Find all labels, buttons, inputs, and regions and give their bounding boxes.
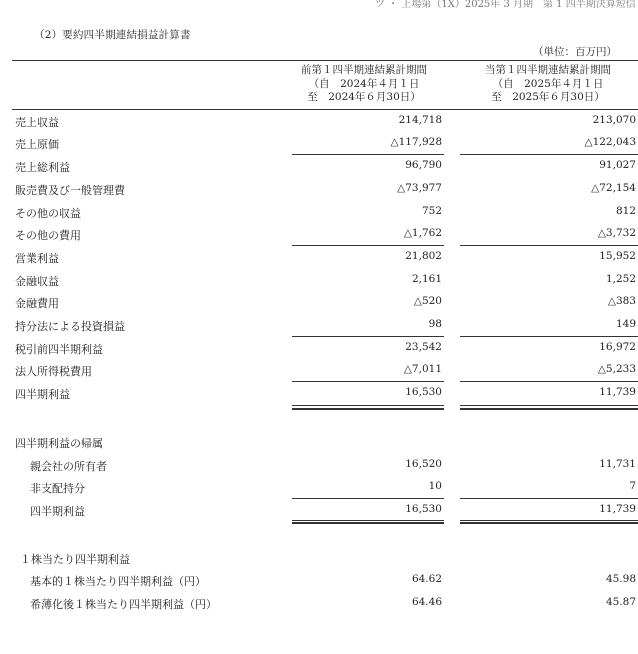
row-label: 金融費用 — [15, 297, 59, 310]
table-row — [0, 360, 638, 380]
column-header-prev-line1: 前第１四半期連結累計期間 — [301, 64, 427, 76]
subtotal-rule-prev — [292, 154, 444, 155]
total-double-rule-curr — [460, 520, 638, 521]
table-row — [0, 593, 638, 613]
column-header-curr-line1: 当第１四半期連結累計期間 — [485, 64, 611, 76]
attribution-heading: 四半期利益の帰属 — [15, 437, 103, 450]
subtotal-rule-curr — [460, 154, 638, 155]
row-value-prev: △1,762 — [403, 227, 442, 239]
row-value-prev: 96,790 — [405, 159, 442, 171]
row-label: 四半期利益 — [30, 505, 85, 518]
row-label: 営業利益 — [15, 252, 59, 265]
row-value-curr: △5,233 — [597, 363, 636, 375]
row-value-curr: 7 — [629, 480, 636, 492]
row-value-curr: 213,070 — [592, 114, 636, 126]
row-label: 税引前四半期利益 — [15, 343, 103, 356]
total-double-rule-prev — [292, 405, 444, 406]
subtotal-rule-curr — [460, 498, 638, 499]
table-row — [0, 202, 638, 222]
row-label: 四半期利益 — [15, 388, 70, 401]
row-value-curr: 11,731 — [599, 458, 636, 470]
row-value-curr: 1,252 — [605, 273, 636, 285]
row-value-prev: 752 — [421, 205, 442, 217]
row-label: 持分法による投資損益 — [15, 320, 125, 333]
row-value-curr: 11,739 — [599, 503, 636, 515]
row-value-curr: 11,739 — [599, 386, 636, 398]
eps-heading: １株当たり四半期利益 — [20, 553, 130, 566]
row-value-prev: 98 — [428, 318, 442, 330]
row-label: 希薄化後１株当たり四半期利益（円） — [30, 598, 217, 611]
row-value-curr: △72,154 — [591, 182, 636, 194]
subtotal-rule-curr — [460, 245, 638, 246]
row-value-curr: △3,732 — [597, 227, 636, 239]
row-value-prev: 214,718 — [398, 114, 442, 126]
column-header-prev-line3: 至 2024年６月30日） — [307, 91, 421, 103]
row-value-prev: 16,530 — [405, 386, 442, 398]
table-row — [0, 247, 638, 267]
column-header-prev — [278, 64, 450, 105]
header-top-rule — [12, 60, 638, 61]
table-row — [0, 455, 638, 475]
row-label: 法人所得税費用 — [15, 365, 92, 378]
subtotal-rule-curr — [460, 336, 638, 337]
column-header-curr-line2: （自 2025年４月１日 — [492, 77, 604, 90]
header-bottom-rule — [12, 109, 638, 110]
table-row — [0, 477, 638, 497]
row-label: 販売費及び一般管理費 — [15, 184, 125, 197]
table-row — [0, 338, 638, 358]
table-row — [0, 383, 638, 403]
row-value-curr: 15,952 — [599, 250, 636, 262]
row-value-prev: △520 — [413, 295, 442, 307]
row-value-prev: △117,928 — [390, 136, 442, 148]
row-value-prev: 16,530 — [405, 503, 442, 515]
row-label: 売上総利益 — [15, 161, 70, 174]
table-row — [0, 570, 638, 590]
row-label: 基本的１株当たり四半期利益（円） — [30, 575, 206, 588]
unit-label: （単位：百万円） — [533, 46, 617, 58]
row-value-curr: 16,972 — [599, 341, 636, 353]
table-row — [0, 179, 638, 199]
total-double-rule-prev — [292, 408, 444, 410]
row-value-curr: 45.87 — [605, 596, 636, 608]
row-label: 親会社の所有者 — [30, 460, 107, 473]
row-value-curr: △122,043 — [584, 136, 636, 148]
row-value-prev: 64.62 — [411, 573, 442, 585]
row-value-curr: △383 — [607, 295, 636, 307]
total-double-rule-curr — [460, 405, 638, 406]
column-header-prev-line2: （自 2024年４月１日 — [308, 77, 420, 90]
row-label: 売上収益 — [15, 116, 59, 129]
table-row — [0, 315, 638, 335]
row-value-curr: 812 — [615, 205, 636, 217]
row-value-curr: 149 — [615, 318, 636, 330]
row-label: 金融収益 — [15, 275, 59, 288]
attribution-heading-row — [0, 432, 638, 452]
eps-heading-row — [0, 548, 638, 568]
row-value-prev: △7,011 — [403, 363, 442, 375]
subtotal-rule-prev — [292, 245, 444, 246]
header-cut-text: ツ ・ 上場第（1X）2025年 3 月期 第 1 四半期決算短信 — [375, 0, 636, 10]
table-row — [0, 224, 638, 244]
subtotal-rule-prev — [292, 381, 444, 382]
row-label: その他の収益 — [15, 207, 81, 220]
subtotal-rule-prev — [292, 336, 444, 337]
row-value-prev: 64.46 — [411, 596, 442, 608]
column-header-curr — [462, 64, 634, 105]
table-row — [0, 292, 638, 312]
row-value-prev: 2,161 — [411, 273, 442, 285]
table-row — [0, 156, 638, 176]
row-value-prev: △73,977 — [397, 182, 442, 194]
total-double-rule-curr — [460, 408, 638, 410]
total-double-rule-curr — [460, 522, 638, 524]
table-row — [0, 270, 638, 290]
row-value-prev: 23,542 — [405, 341, 442, 353]
row-label: その他の費用 — [15, 229, 81, 242]
table-row — [0, 111, 638, 131]
row-label: 売上原価 — [15, 138, 59, 151]
table-row — [0, 500, 638, 520]
total-double-rule-prev — [292, 522, 444, 524]
row-value-prev: 21,802 — [405, 250, 442, 262]
subtotal-rule-curr — [460, 381, 638, 382]
row-value-curr: 45.98 — [605, 573, 636, 585]
total-double-rule-prev — [292, 520, 444, 521]
column-header-curr-line3: 至 2025年６月30日） — [491, 91, 605, 103]
table-row — [0, 133, 638, 153]
subtotal-rule-prev — [292, 498, 444, 499]
row-value-prev: 16,520 — [405, 458, 442, 470]
row-value-curr: 91,027 — [599, 159, 636, 171]
section-title: （2）要約四半期連結損益計算書 — [34, 29, 191, 41]
row-label: 非支配持分 — [30, 482, 85, 495]
row-value-prev: 10 — [428, 480, 442, 492]
